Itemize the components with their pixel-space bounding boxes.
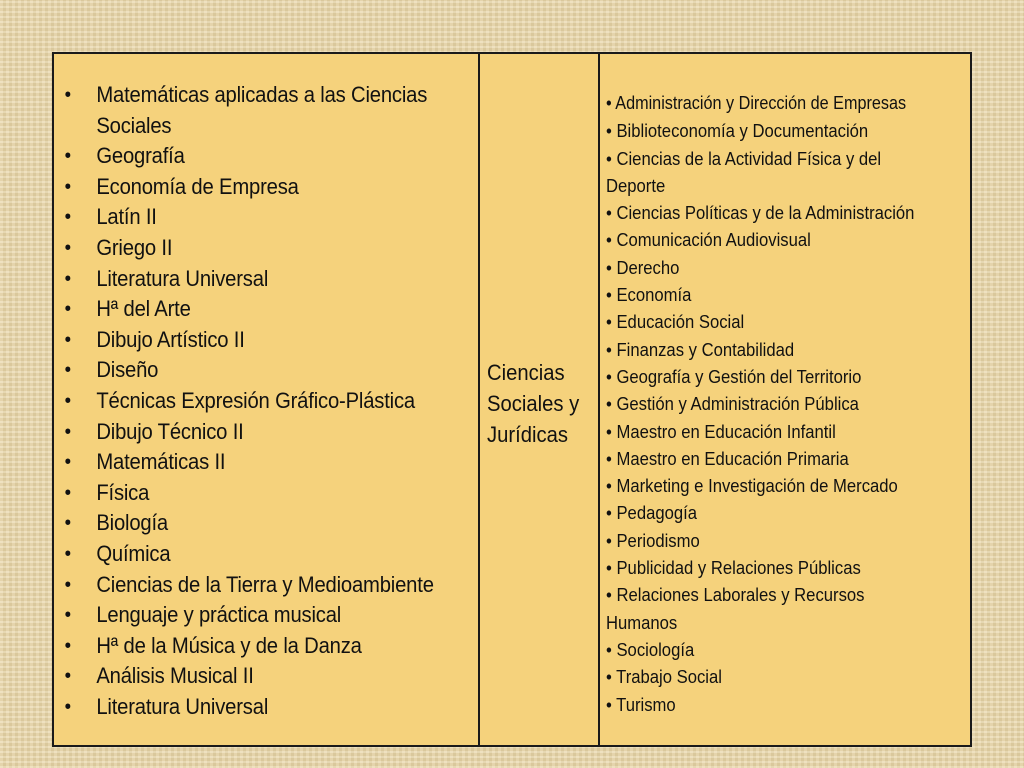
list-item: Deporte <box>606 174 666 196</box>
list-item: • Pedagogía <box>606 502 698 524</box>
branch-label-line: Jurídicas <box>487 422 569 447</box>
list-item: • Biblioteconomía y Documentación <box>606 120 869 142</box>
list-item: • Administración y Dirección de Empresas <box>606 93 907 113</box>
bullet-icon: • <box>64 451 71 474</box>
list-item: • Periodismo <box>606 529 700 551</box>
branch-label-line: Ciencias <box>487 360 565 385</box>
list-item: • Educación Social <box>606 311 745 333</box>
bullet-icon: • <box>64 695 71 718</box>
list-item: • Hª de la Música y de la Danza <box>54 631 501 662</box>
degrees-column <box>600 54 1014 745</box>
bullet-icon: • <box>64 267 71 290</box>
list-item: • Análisis Musical II <box>54 661 501 692</box>
list-item: • Hª del Arte <box>54 294 501 325</box>
bullet-icon: • <box>64 206 71 229</box>
list-item: • Economía <box>606 284 692 306</box>
list-item: • Publicidad y Relaciones Públicas <box>606 557 861 579</box>
bullet-icon: • <box>64 359 71 382</box>
list-item: • Química <box>54 539 501 570</box>
bullet-icon: • <box>64 145 71 168</box>
bullet-icon: • <box>64 604 71 627</box>
list-item: • Literatura Universal <box>54 692 501 723</box>
bullet-icon: • <box>64 634 71 657</box>
subjects-degrees-table <box>52 52 972 747</box>
list-item: Humanos <box>606 611 678 633</box>
list-item: • Matemáticas aplicadas a las Ciencias Sociales <box>54 80 501 141</box>
list-item: • Técnicas Expresión Gráfico-Plástica <box>54 386 501 417</box>
subjects-column <box>54 54 480 745</box>
list-item: • Biología <box>54 508 501 539</box>
bullet-icon: • <box>64 481 71 504</box>
bullet-icon: • <box>64 175 71 198</box>
list-item: • Economía de Empresa <box>54 172 501 203</box>
bullet-icon: • <box>64 420 71 443</box>
branch-label-line: Sociales y <box>487 391 580 416</box>
bullet-icon: • <box>64 389 71 412</box>
bullet-icon: • <box>64 665 71 688</box>
list-item: • Griego II <box>54 233 501 264</box>
bullet-icon: • <box>64 236 71 259</box>
bullet-icon: • <box>64 84 71 106</box>
degree-list <box>606 90 1006 718</box>
bullet-icon: • <box>64 573 71 596</box>
list-item: • Finanzas y Contabilidad <box>606 338 795 360</box>
branch-label <box>487 357 597 450</box>
list-item: • Literatura Universal <box>54 264 501 295</box>
list-item: • Turismo <box>606 693 676 715</box>
list-item: • Geografía y Gestión del Territorio <box>606 365 862 387</box>
list-item: • Dibujo Artístico II <box>54 325 501 356</box>
list-item: • Maestro en Educación Infantil <box>606 420 836 442</box>
list-item: • Maestro en Educación Primaria <box>606 447 849 469</box>
list-item: • Física <box>54 478 501 509</box>
list-item: • Geografía <box>54 141 501 172</box>
list-item: • Marketing e Investigación de Mercado <box>606 475 898 497</box>
bullet-icon: • <box>64 512 71 535</box>
subject-list <box>54 80 478 722</box>
list-item: • Comunicación Audiovisual <box>606 229 811 251</box>
bullet-icon: • <box>64 298 71 321</box>
list-item: • Latín II <box>54 202 501 233</box>
list-item: • Matemáticas II <box>54 447 501 478</box>
list-item: • Ciencias Políticas y de la Administración <box>606 202 915 224</box>
list-item: • Ciencias de la Actividad Física y del <box>606 147 882 169</box>
list-item: • Relaciones Laborales y Recursos <box>606 584 865 606</box>
list-item: • Trabajo Social <box>606 666 722 688</box>
list-item: • Dibujo Técnico II <box>54 417 501 448</box>
bullet-icon: • <box>64 542 71 565</box>
list-item: • Ciencias de la Tierra y Medioambiente <box>54 570 501 601</box>
bullet-icon: • <box>64 328 71 351</box>
list-item: • Gestión y Administración Pública <box>606 393 859 415</box>
list-item: • Diseño <box>54 355 501 386</box>
list-item: • Sociología <box>606 638 695 660</box>
list-item: • Derecho <box>606 256 680 278</box>
list-item: • Lenguaje y práctica musical <box>54 600 501 631</box>
